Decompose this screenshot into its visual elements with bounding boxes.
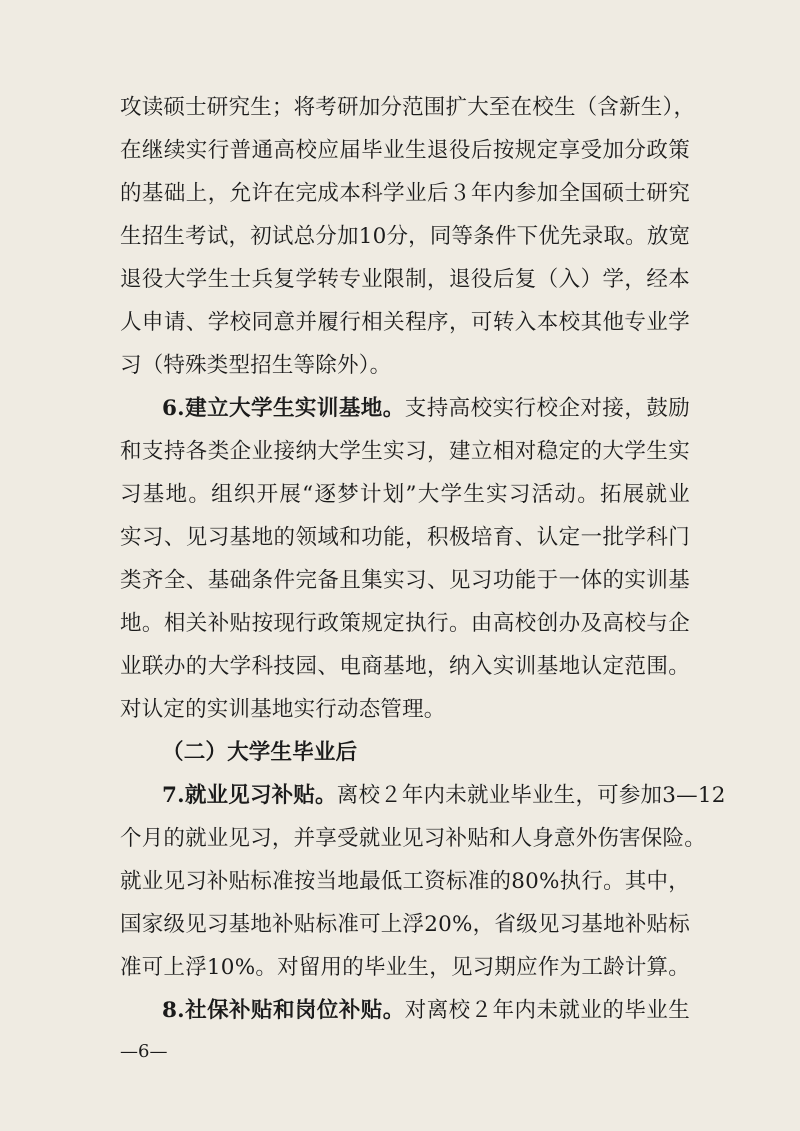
paragraph-line: 国家级见习基地补贴标准可上浮20%，省级见习基地补贴标 — [120, 912, 690, 937]
section-8-heading: 8.社保补贴和岗位补贴。 — [162, 998, 405, 1023]
paragraph-line: 习基地。组织开展“逐梦计划”大学生实习活动。拓展就业 — [120, 482, 690, 507]
paragraph-line: 实习、见习基地的领域和功能，积极培育、认定一批学科门 — [120, 525, 690, 550]
section-subheading: （二）大学生毕业后 — [162, 740, 358, 765]
section-7-first-line — [120, 774, 726, 817]
section-7-text: 离校２年内未就业毕业生，可参加3—12 — [336, 783, 726, 808]
paragraph-line: 人申请、学校同意并履行相关程序，可转入本校其他专业学 — [120, 310, 690, 335]
section-6-heading: 6.建立大学生实训基地。 — [162, 396, 405, 421]
paragraph-line: 对认定的实训基地实行动态管理。 — [120, 697, 446, 722]
page-number: —6— — [120, 1041, 168, 1062]
section-7-heading: 7.就业见习补贴。 — [162, 783, 337, 808]
paragraph-line: 个月的就业见习，并享受就业见习补贴和人身意外伤害保险。 — [120, 826, 706, 851]
paragraph-line: 攻读硕士研究生；将考研加分范围扩大至在校生（含新生）， — [120, 95, 696, 120]
section-6-first-line — [120, 387, 690, 430]
document-body — [120, 86, 726, 1032]
paragraph-line: 准可上浮10%。对留用的毕业生，见习期应作为工龄计算。 — [120, 955, 690, 980]
paragraph-line: 地。相关补贴按现行政策规定执行。由高校创办及高校与企 — [120, 611, 690, 636]
paragraph-line: 和支持各类企业接纳大学生实习，建立相对稳定的大学生实 — [120, 439, 690, 464]
paragraph-line: 业联办的大学科技园、电商基地，纳入实训基地认定范围。 — [120, 654, 690, 679]
section-8-first-line — [120, 989, 690, 1032]
paragraph-line: 习（特殊类型招生等除外）。 — [120, 353, 392, 378]
paragraph-line: 生招生考试，初试总分加10分，同等条件下优先录取。放宽 — [120, 224, 691, 249]
paragraph-line: 退役大学生士兵复学转专业限制，退役后复（入）学，经本 — [120, 267, 690, 292]
paragraph-line: 就业见习补贴标准按当地最低工资标准的80%执行。其中， — [120, 869, 690, 894]
paragraph-line: 的基础上，允许在完成本科学业后３年内参加全国硕士研究 — [120, 181, 690, 206]
paragraph-line: 在继续实行普通高校应届毕业生退役后按规定享受加分政策 — [120, 138, 690, 163]
paragraph-line: 类齐全、基础条件完备且集实习、见习功能于一体的实训基 — [120, 568, 690, 593]
section-6-text: 支持高校实行校企对接，鼓励 — [404, 396, 690, 421]
section-8-text: 对离校２年内未就业的毕业生 — [404, 998, 690, 1023]
